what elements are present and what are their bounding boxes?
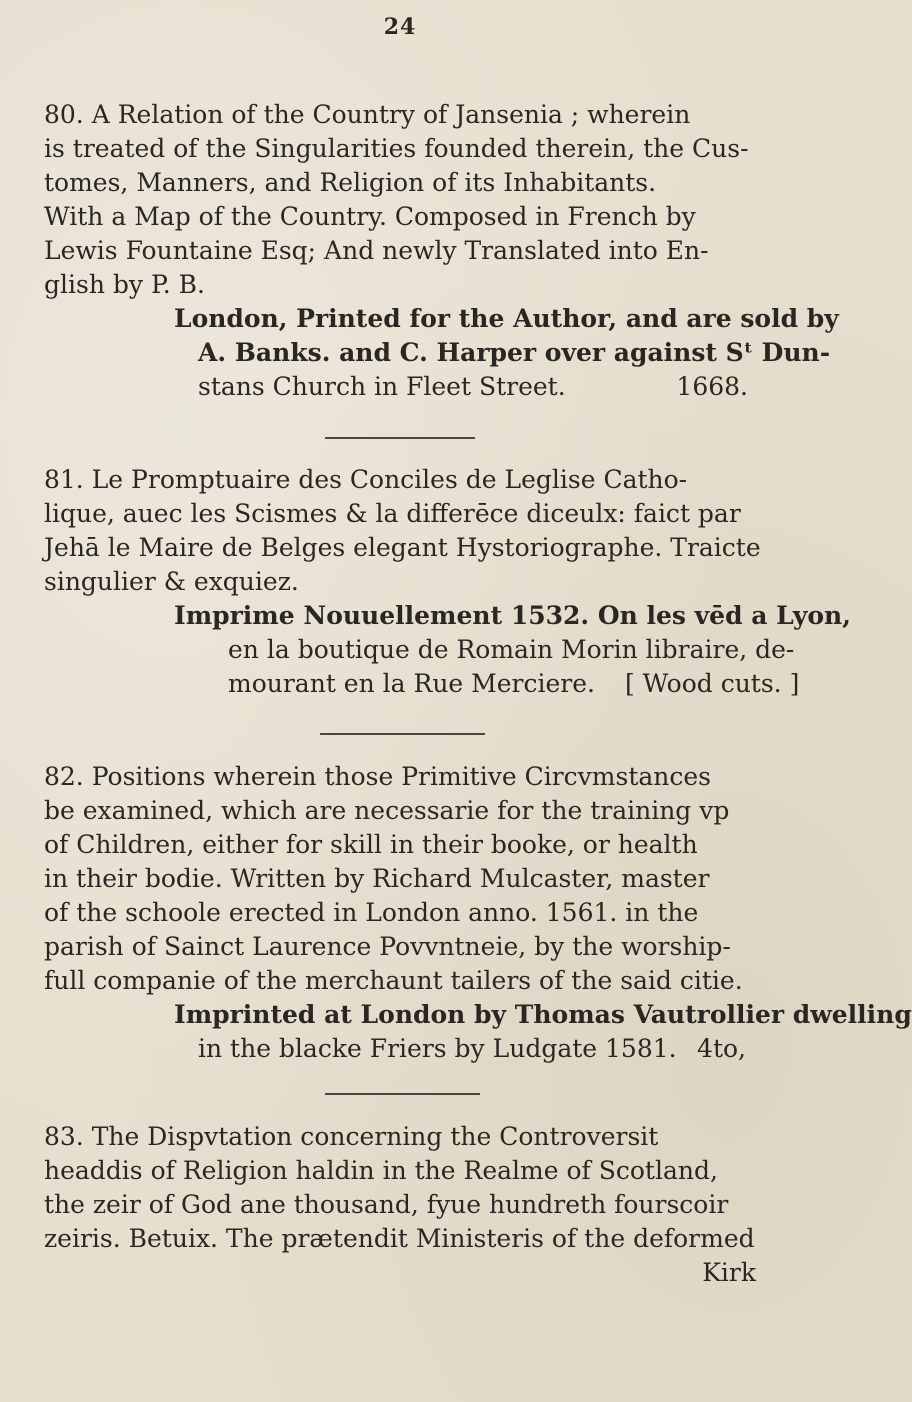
entry-80-imprint-line-3 <box>44 370 764 404</box>
entry-80-title-line-6: glish by P. B. <box>44 270 205 299</box>
divider-2 <box>320 733 485 735</box>
entry-83 <box>44 1120 764 1290</box>
entry-80-title-line-3: tomes, Manners, and Religion of its Inhabitants. <box>44 168 657 197</box>
entry-81-imprint-line-2: en la boutique de Romain Morin libraire, de- <box>228 635 795 664</box>
entry-81-note: [ Wood cuts. ] <box>624 669 800 698</box>
entry-82-title-line-2: be examined, which are necessarie for the training vp <box>44 796 730 825</box>
entry-81-title-line-2: lique, auec les Scismes & la differēce diceulx: faict par <box>44 499 741 528</box>
entry-81-imprint-line-3 <box>44 667 800 701</box>
entry-81-title-line-3: Jehā le Maire de Belges elegant Hystoriographe. Traicte <box>44 533 761 562</box>
entry-80-title-line-5: Lewis Fountaine Esq; And newly Translated into En- <box>44 236 709 265</box>
divider-3 <box>325 1093 480 1095</box>
catchword: Kirk <box>702 1258 756 1287</box>
entry-80-imprint-text: stans Church in Fleet Street. <box>198 372 566 401</box>
entry-82-imprint-line-1: Imprinted at London by Thomas Vautrollier dwelling <box>174 1000 912 1029</box>
entry-82-title-line-7: full companie of the merchaunt tailers of the said citie. <box>44 966 743 995</box>
entry-80 <box>44 98 839 404</box>
entry-83-title-line-4: zeiris. Betuix. The prætendit Ministeris of the deformed <box>44 1224 755 1253</box>
entry-80-title-line-1: 80. A Relation of the Country of Jansenia ; wherein <box>44 100 691 129</box>
entry-81-title-line-1: 81. Le Promptuaire des Conciles de Leglise Catho- <box>44 465 688 494</box>
entry-82-title-line-1: 82. Positions wherein those Primitive Circvmstances <box>44 762 712 791</box>
entry-82-title-line-3: of Children, either for skill in their booke, or health <box>44 830 698 859</box>
entry-81 <box>44 463 851 701</box>
entry-80-title-line-4: With a Map of the Country. Composed in French by <box>44 202 696 231</box>
entry-82-title-line-6: parish of Sainct Laurence Povvntneie, by the worship- <box>44 932 731 961</box>
entry-80-imprint-line-2: A. Banks. and C. Harper over against Sᵗ Dun- <box>198 338 831 367</box>
entry-82-title-line-4: in their bodie. Written by Richard Mulcaster, master <box>44 864 710 893</box>
entry-80-imprint-line-1: London, Printed for the Author, and are sold by <box>174 304 839 333</box>
entry-80-date: 1668. <box>676 372 748 401</box>
entry-82-imprint-text: in the blacke Friers by Ludgate 1581. <box>198 1034 677 1063</box>
entry-82-format: 4to, <box>697 1034 746 1063</box>
page-number: 24 <box>383 14 417 40</box>
entry-83-title-line-1: 83. The Dispvtation concerning the Controversit <box>44 1122 659 1151</box>
entry-82-title-line-5: of the schoole erected in London anno. 1561. in the <box>44 898 699 927</box>
entry-80-title-line-2: is treated of the Singularities founded therein, the Cus- <box>44 134 749 163</box>
entry-82-imprint-line-2 <box>44 1032 764 1066</box>
divider-1 <box>325 437 475 439</box>
entry-83-title-line-3: the zeir of God ane thousand, fyue hundreth fourscoir <box>44 1190 729 1219</box>
entry-81-imprint-text: mourant en la Rue Merciere. <box>228 669 595 698</box>
entry-83-title-line-2: headdis of Religion haldin in the Realme of Scotland, <box>44 1156 718 1185</box>
entry-81-title-line-4: singulier & exquiez. <box>44 567 299 596</box>
entry-82 <box>44 760 912 1066</box>
entry-81-imprint-line-1: Imprime Nouuellement 1532. On les vēd a Lyon, <box>174 601 851 630</box>
